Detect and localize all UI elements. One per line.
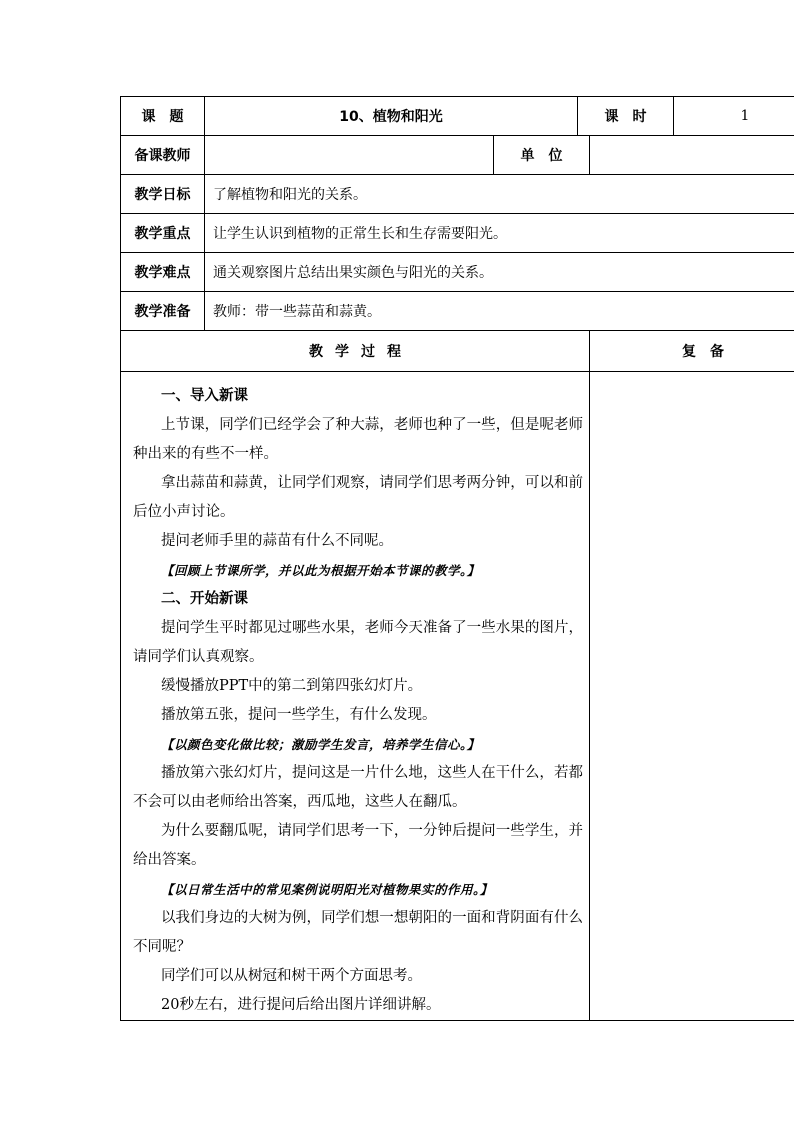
process-paragraph: 缓慢播放PPT中的第二到第四张幻灯片。 (161, 678, 423, 694)
key-point-value: 让学生认识到植物的正常生长和生存需要阳光。 (205, 214, 794, 253)
process-paragraph: 20秒左右，进行提问后给出图片详细讲解。 (161, 997, 441, 1013)
process-paragraph: 拿出蒜苗和蒜黄，让同学们观察，请同学们思考两分钟，可以和前后位小声讨论。 (133, 475, 583, 520)
process-paragraph: 为什么要翻瓜呢，请同学们思考一下，一分钟后提问一些学生，并给出答案。 (133, 823, 583, 868)
section-heading: 二、开始新课 (161, 591, 248, 607)
objective-label: 教学日标 (121, 175, 205, 214)
process-header-row (121, 331, 794, 372)
process-paragraph: 以我们身边的大树为例，同学们想一想朝阳的一面和背阴面有什么不同呢？ (133, 910, 583, 955)
process-paragraph: 上节课，同学们已经学会了种大蒜，老师也种了一些，但是呢老师种出来的有些不一样。 (133, 417, 583, 462)
lesson-plan-sheet (120, 96, 750, 1021)
side-notes (590, 372, 794, 1021)
topic-label: 课 题 (121, 97, 205, 136)
preparation-label: 教学准备 (121, 292, 205, 331)
objective-value: 了解植物和阳光的关系。 (205, 175, 794, 214)
process-heading: 教学过程 (121, 331, 590, 372)
period-label: 课 时 (578, 97, 674, 136)
process-body-row (121, 372, 794, 1021)
difficulty-value: 通关观察图片总结出果实颜色与阳光的关系。 (205, 253, 794, 292)
row-preparation (121, 292, 794, 331)
key-point-label: 教学重点 (121, 214, 205, 253)
header-row-topic (121, 97, 794, 136)
difficulty-label: 教学难点 (121, 253, 205, 292)
process-paragraph: 播放第六张幻灯片，提问这是一片什么地，这些人在干什么，若都不会可以由老师给出答案，西瓜地，这些人在翻瓜。 (133, 765, 583, 810)
process-paragraph: 播放第五张，提问一些学生，有什么发现。 (161, 707, 437, 723)
side-heading: 复 备 (590, 331, 794, 372)
unit-value (590, 136, 794, 175)
period-value: 1 (674, 97, 794, 136)
section-heading: 一、导入新课 (161, 388, 248, 404)
header-row-teacher (121, 136, 794, 175)
preparation-value: 教师：带一些蒜苗和蒜黄。 (205, 292, 794, 331)
topic-value: 10、植物和阳光 (205, 97, 578, 136)
teaching-note: 【以颜色变化做比较；激励学生发言，培养学生信心。】 (161, 737, 480, 752)
row-difficulty (121, 253, 794, 292)
process-paragraph: 提问老师手里的蒜苗有什么不同呢。 (161, 533, 393, 549)
lesson-plan-table (120, 96, 794, 1021)
row-objective (121, 175, 794, 214)
teaching-note: 【回顾上节课所学，并以此为根据开始本节课的教学。】 (161, 563, 480, 578)
process-body (121, 372, 590, 1021)
process-paragraph: 同学们可以从树冠和树干两个方面思考。 (161, 968, 422, 984)
unit-label: 单 位 (494, 136, 590, 175)
teacher-value (205, 136, 494, 175)
row-key-point (121, 214, 794, 253)
teacher-label: 备课教师 (121, 136, 205, 175)
process-paragraph: 提问学生平时都见过哪些水果，老师今天准备了一些水果的图片，请同学们认真观察。 (133, 620, 583, 665)
teaching-note: 【以日常生活中的常见案例说明阳光对植物果实的作用。】 (161, 882, 493, 897)
